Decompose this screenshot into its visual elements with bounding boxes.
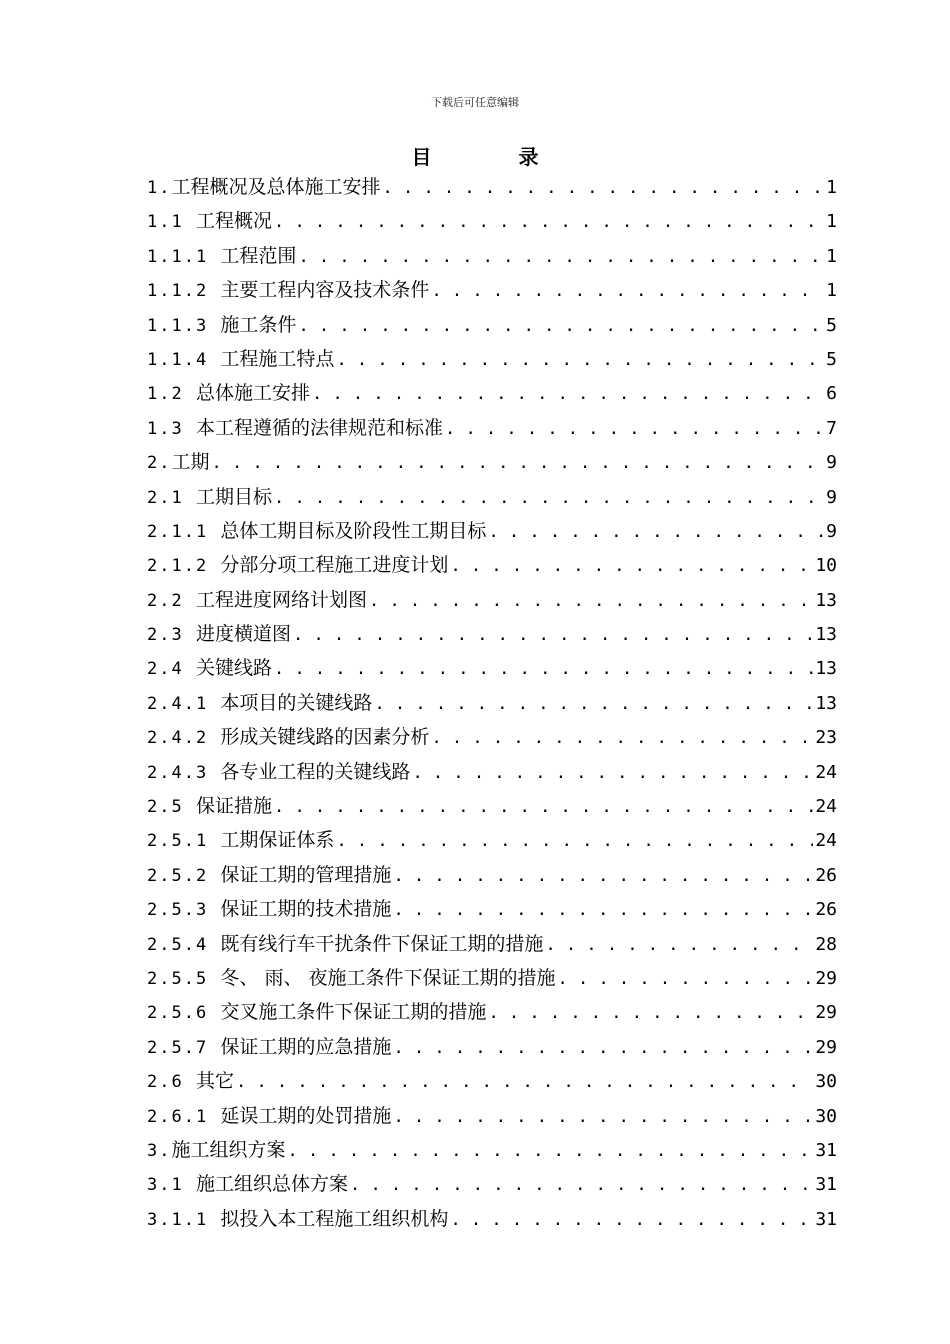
- toc-entry-number: 2.3: [147, 625, 196, 646]
- toc-dot-leader: [431, 274, 824, 308]
- toc-entry-title: 关键线路: [195, 657, 272, 680]
- toc-dot-leader: [374, 687, 813, 721]
- toc-entry-page-number: 9: [826, 452, 837, 474]
- toc-entry[interactable]: [147, 480, 837, 514]
- toc-entry-number: 1.: [147, 178, 172, 198]
- toc-entry-number: 1.1.2: [147, 281, 221, 302]
- toc-entry-page-number: 10: [815, 555, 837, 577]
- toc-entry-number: 3.1.1: [147, 1209, 221, 1230]
- toc-entry-number: 2.4: [147, 659, 196, 680]
- toc-entry-page-number: 5: [826, 314, 837, 336]
- toc-entry-title: 工期: [171, 451, 210, 474]
- toc-entry-page-number: 9: [826, 486, 837, 508]
- toc-entry-number: 2.2: [147, 590, 196, 611]
- toc-entry-title: 总体工期目标及阶段性工期目标: [220, 519, 487, 542]
- toc-entry-number: 2.4.1: [147, 693, 221, 714]
- toc-entry[interactable]: [147, 411, 837, 445]
- toc-entry-page-number: 31: [815, 1208, 837, 1230]
- toc-entry-title: 主要工程内容及技术条件: [220, 279, 430, 302]
- toc-entry-title: 保证工期的应急措施: [220, 1035, 392, 1058]
- toc-entry-page-number: 1: [826, 177, 837, 198]
- toc-entry-page-number: 13: [815, 624, 837, 646]
- toc-entry-number: 2.1.1: [147, 521, 221, 542]
- toc-dot-leader: [393, 859, 813, 893]
- toc-dot-leader: [288, 1134, 814, 1168]
- toc-entry-page-number: 30: [815, 1071, 837, 1093]
- toc-entry-page-number: 31: [815, 1174, 837, 1196]
- toc-entry-number: 2.5.7: [147, 1037, 221, 1058]
- toc-entry-number: 2.5.5: [147, 968, 221, 989]
- toc-entry-page-number: 13: [815, 692, 837, 714]
- toc-dot-leader: [488, 996, 813, 1030]
- toc-entry-number: 1.1.4: [147, 349, 221, 370]
- toc-entry-number: 2.5.4: [147, 934, 221, 955]
- toc-entry-title: 分部分项工程施工进度计划: [220, 554, 449, 577]
- toc-entry-page-number: 26: [815, 864, 837, 886]
- toc-entry[interactable]: [147, 1099, 837, 1133]
- toc-entry-page-number: 1: [826, 211, 837, 233]
- toc-entry[interactable]: [147, 755, 837, 789]
- toc-entry-number: 2.1.2: [147, 556, 221, 577]
- toc-dot-leader: [336, 824, 813, 858]
- toc-entry-title: 总体施工安排: [195, 382, 310, 405]
- toc-dot-leader: [312, 377, 824, 411]
- toc-entry-title: 交叉施工条件下保证工期的措施: [220, 1001, 487, 1024]
- toc-entry-number: 2.6: [147, 1072, 196, 1093]
- toc-entry-number: 2.1: [147, 487, 196, 508]
- toc-dot-leader: [274, 481, 824, 515]
- toc-entry-page-number: 13: [815, 658, 837, 680]
- toc-dot-leader: [445, 412, 824, 446]
- toc-entry[interactable]: [147, 1202, 837, 1236]
- toc-entry[interactable]: [147, 204, 837, 238]
- toc-entry-title: 工程概况: [195, 210, 272, 233]
- toc-entry-number: 2.: [147, 453, 172, 474]
- toc-entry-page-number: 24: [815, 761, 837, 783]
- toc-entry-title: 施工组织方案: [171, 1138, 286, 1161]
- toc-dot-leader: [393, 1031, 813, 1065]
- toc-entry-title: 冬、 雨、 夜施工条件下保证工期的措施: [220, 966, 556, 989]
- toc-entry-title: 工程范围: [220, 244, 297, 267]
- toc-entry-number: 2.5.1: [147, 831, 221, 852]
- toc-entry[interactable]: [147, 445, 837, 479]
- toc-entry-number: 1.1.3: [147, 315, 221, 336]
- toc-dot-leader: [274, 790, 813, 824]
- toc-entry-number: 3.: [147, 1140, 172, 1161]
- toc-dot-leader: [431, 721, 813, 755]
- toc-entry-title: 其它: [195, 1070, 234, 1093]
- toc-entry-title: 进度横道图: [195, 623, 291, 646]
- toc-entry[interactable]: [147, 995, 837, 1029]
- toc-entry-page-number: 29: [815, 967, 837, 989]
- toc-entry[interactable]: [147, 376, 837, 410]
- toc-dot-leader: [383, 171, 825, 205]
- toc-dot-leader: [236, 1065, 813, 1099]
- toc-entry-page-number: 30: [815, 1105, 837, 1127]
- toc-dot-leader: [450, 1203, 813, 1237]
- toc-entry[interactable]: [147, 961, 837, 995]
- toc-entry[interactable]: [147, 1167, 837, 1201]
- toc-entry-number: 2.5.2: [147, 865, 221, 886]
- toc-entry[interactable]: [147, 892, 837, 926]
- toc-entry-number: 2.5.6: [147, 1003, 221, 1024]
- toc-entry-number: 1.2: [147, 384, 196, 405]
- toc-entry[interactable]: [147, 273, 837, 307]
- toc-entry-title: 保证措施: [195, 795, 272, 818]
- toc-entry[interactable]: [147, 1030, 837, 1064]
- toc-entry-number: 2.6.1: [147, 1106, 221, 1127]
- toc-entry-page-number: 29: [815, 1002, 837, 1024]
- toc-entry-page-number: 23: [815, 727, 837, 749]
- table-of-contents: [147, 170, 837, 1236]
- toc-entry-title: 施工条件: [220, 313, 297, 336]
- toc-entry[interactable]: [147, 823, 837, 857]
- toc-dot-leader: [212, 446, 825, 480]
- toc-entry[interactable]: [147, 583, 837, 617]
- toc-entry-title: 施工组织总体方案: [195, 1173, 348, 1196]
- toc-dot-leader: [393, 1100, 813, 1134]
- toc-entry-page-number: 31: [815, 1139, 837, 1161]
- toc-entry-title: 工程进度网络计划图: [195, 588, 367, 611]
- toc-entry-title: 工程概况及总体施工安排: [171, 176, 381, 198]
- toc-entry-page-number: 24: [815, 830, 837, 852]
- toc-entry-title: 工期保证体系: [220, 829, 335, 852]
- toc-entry[interactable]: [147, 789, 837, 823]
- toc-entry[interactable]: [147, 170, 837, 204]
- toc-entry-number: 3.1: [147, 1175, 196, 1196]
- toc-entry-number: 1.1.1: [147, 246, 221, 267]
- toc-entry-number: 1.1: [147, 212, 196, 233]
- toc-entry-title: 工程施工特点: [220, 347, 335, 370]
- toc-entry-page-number: 5: [826, 348, 837, 370]
- toc-entry-title: 本工程遵循的法律规范和标准: [195, 416, 443, 439]
- toc-dot-leader: [336, 343, 824, 377]
- toc-entry-page-number: 28: [815, 933, 837, 955]
- toc-dot-leader: [412, 756, 813, 790]
- toc-entry-page-number: 7: [826, 417, 837, 439]
- toc-entry-number: 2.4.3: [147, 762, 221, 783]
- toc-dot-leader: [293, 618, 813, 652]
- toc-entry[interactable]: [147, 617, 837, 651]
- toc-entry[interactable]: [147, 651, 837, 685]
- toc-entry-title: 保证工期的管理措施: [220, 863, 392, 886]
- toc-dot-leader: [450, 549, 813, 583]
- toc-entry[interactable]: [147, 308, 837, 342]
- toc-entry-page-number: 26: [815, 899, 837, 921]
- toc-entry-number: 2.4.2: [147, 728, 221, 749]
- toc-entry-page-number: 9: [826, 520, 837, 542]
- toc-dot-leader: [298, 309, 824, 343]
- toc-title: 目 录: [411, 145, 579, 169]
- toc-entry-title: 本项目的关键线路: [220, 691, 373, 714]
- toc-entry-page-number: 1: [826, 280, 837, 302]
- toc-entry-page-number: 29: [815, 1036, 837, 1058]
- toc-entry-title: 各专业工程的关键线路: [220, 760, 411, 783]
- toc-entry-page-number: 6: [826, 383, 837, 405]
- toc-dot-leader: [393, 893, 813, 927]
- header-note: 下载后可任意编辑: [431, 96, 519, 109]
- toc-dot-leader: [369, 584, 813, 618]
- toc-entry[interactable]: [147, 342, 837, 376]
- toc-entry-title: 保证工期的技术措施: [220, 898, 392, 921]
- toc-dot-leader: [298, 240, 824, 274]
- toc-entry-title: 延误工期的处罚措施: [220, 1104, 392, 1127]
- toc-dot-leader: [350, 1168, 813, 1202]
- toc-entry-title: 形成关键线路的因素分析: [220, 726, 430, 749]
- toc-entry[interactable]: [147, 927, 837, 961]
- toc-entry[interactable]: [147, 1064, 837, 1098]
- toc-entry[interactable]: [147, 239, 837, 273]
- toc-entry[interactable]: [147, 548, 837, 582]
- toc-entry-page-number: 24: [815, 796, 837, 818]
- toc-entry[interactable]: [147, 514, 837, 548]
- toc-entry[interactable]: [147, 1133, 837, 1167]
- toc-entry-number: 2.5: [147, 797, 196, 818]
- toc-entry-number: 2.5.3: [147, 900, 221, 921]
- toc-entry-page-number: 13: [815, 589, 837, 611]
- toc-dot-leader: [558, 962, 814, 996]
- toc-dot-leader: [274, 652, 813, 686]
- toc-entry[interactable]: [147, 686, 837, 720]
- toc-entry-title: 工期目标: [195, 485, 272, 508]
- toc-dot-leader: [545, 928, 813, 962]
- toc-dot-leader: [274, 205, 824, 239]
- toc-entry-title: 既有线行车干扰条件下保证工期的措施: [220, 932, 544, 955]
- toc-dot-leader: [488, 515, 824, 549]
- toc-entry[interactable]: [147, 720, 837, 754]
- toc-entry-title: 拟投入本工程施工组织机构: [220, 1207, 449, 1230]
- toc-entry[interactable]: [147, 858, 837, 892]
- toc-entry-page-number: 1: [826, 245, 837, 267]
- toc-entry-number: 1.3: [147, 418, 196, 439]
